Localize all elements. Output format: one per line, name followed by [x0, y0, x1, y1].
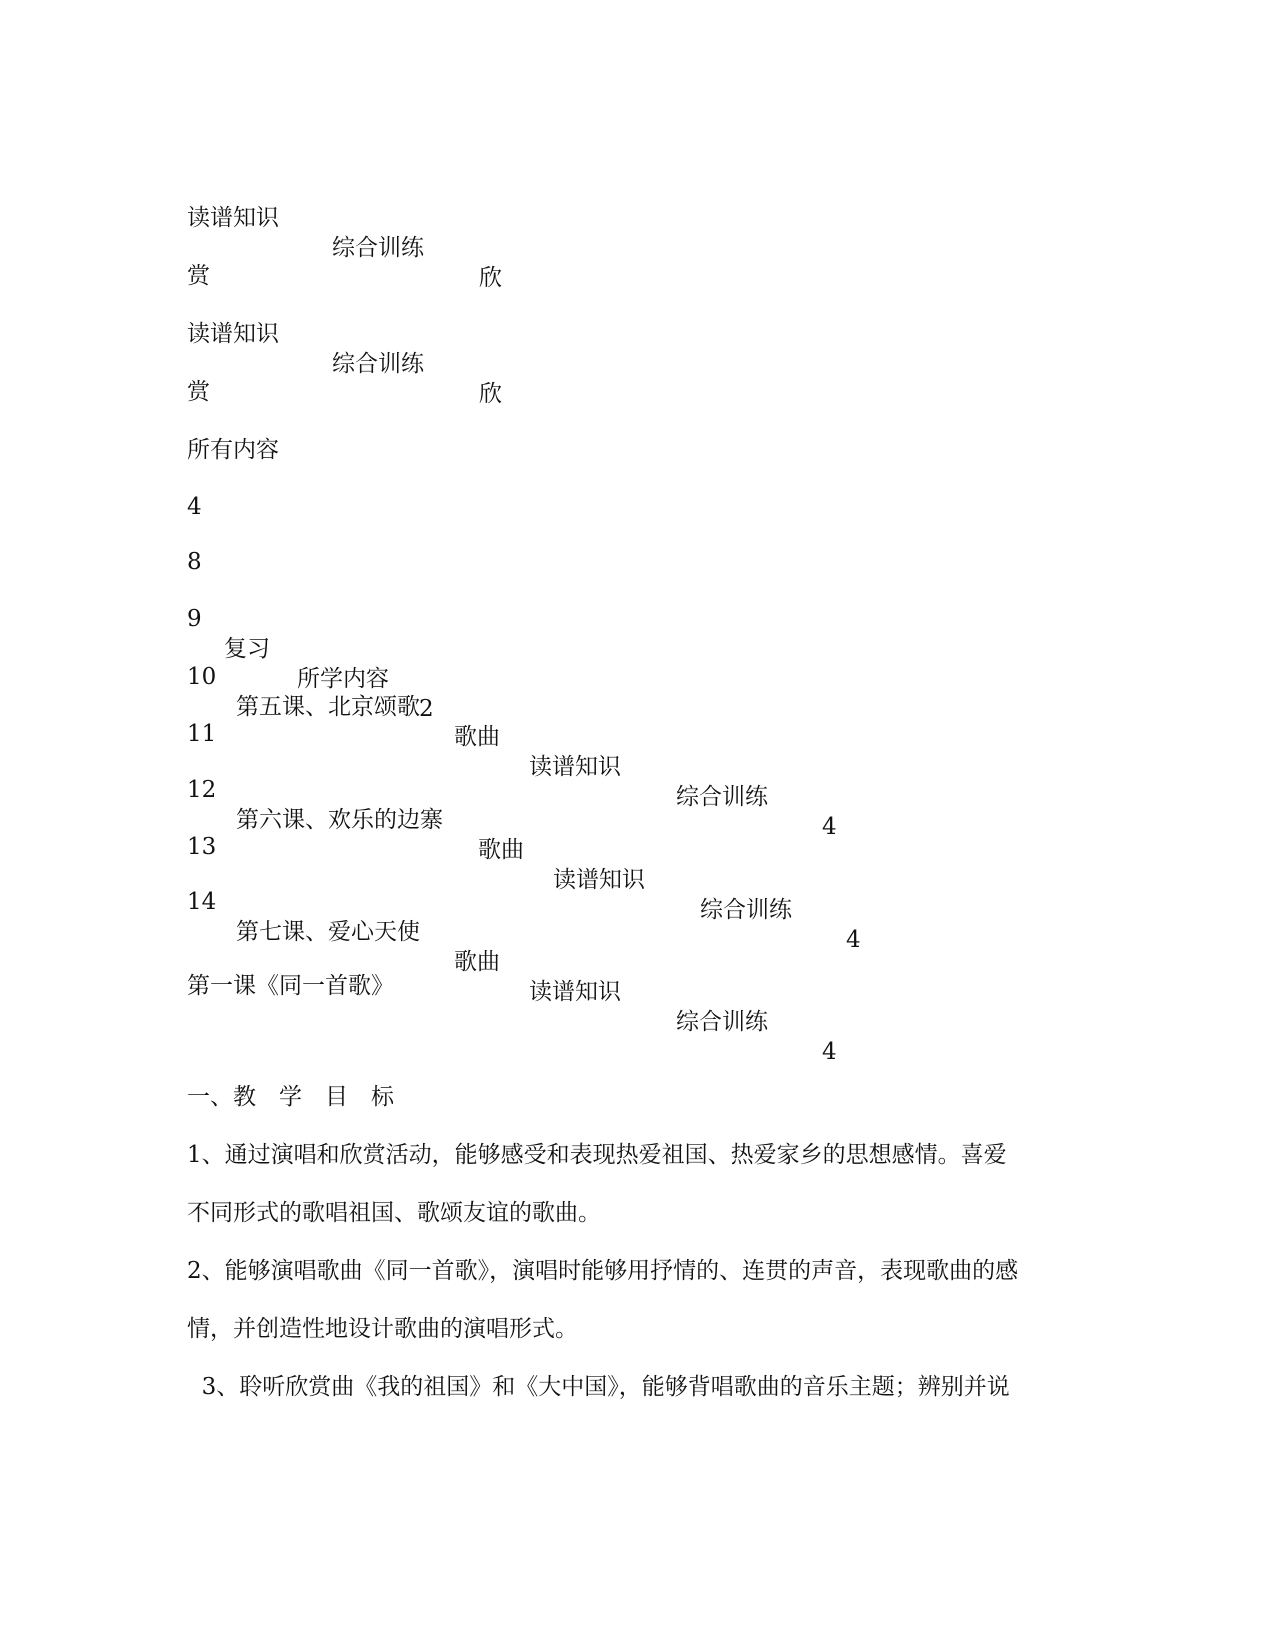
table-cell: 综合训练: [332, 235, 424, 261]
table-cell: 4: [822, 1039, 837, 1065]
table-cell: 所学内容: [297, 666, 389, 692]
table-cell: 读谱知识: [187, 205, 279, 231]
row-number: 11: [187, 721, 217, 747]
table-cell: 综合训练: [700, 897, 792, 923]
row-number: 10: [187, 664, 217, 690]
table-cell: 第七课、爱心天使: [236, 919, 420, 945]
table-cell: 4: [187, 494, 202, 520]
section-heading: 一、教 学 目 标: [187, 1084, 394, 1110]
table-cell: 所有内容: [187, 437, 279, 463]
table-cell: 2: [419, 696, 434, 722]
goal-1-line-1: 1、通过演唱和欣赏活动，能够感受和表现热爱祖国、热爱家乡的思想感情。喜爱: [187, 1142, 1007, 1168]
goal-2-line-1: 2、能够演唱歌曲《同一首歌》，演唱时能够用抒情的、连贯的声音，表现歌曲的感: [187, 1258, 1019, 1284]
row-number: 13: [187, 834, 217, 860]
table-cell: 欣: [479, 381, 502, 407]
table-cell: 第五课、北京颂歌: [236, 694, 420, 720]
row-number: 9: [187, 606, 202, 632]
table-cell: 读谱知识: [529, 979, 621, 1005]
table-cell: 读谱知识: [187, 321, 279, 347]
table-cell: 4: [846, 927, 861, 953]
table-cell: 综合训练: [676, 1009, 768, 1035]
goal-2-line-2: 情，并创造性地设计歌曲的演唱形式。: [187, 1316, 578, 1342]
row-number: 14: [187, 889, 217, 915]
table-cell: 复习: [224, 636, 270, 662]
table-cell: 赏: [187, 263, 210, 289]
lesson-title: 第一课《同一首歌》: [187, 973, 394, 999]
table-cell: 8: [187, 549, 202, 575]
table-cell: 歌曲: [454, 949, 500, 975]
table-cell: 第六课、欢乐的边寨: [236, 807, 443, 833]
goal-3-line-1: 3、聆听欣赏曲《我的祖国》和《大中国》，能够背唱歌曲的音乐主题；辨别并说: [187, 1374, 1010, 1400]
goal-1-line-2: 不同形式的歌唱祖国、歌颂友谊的歌曲。: [187, 1200, 601, 1226]
table-cell: 综合训练: [332, 351, 424, 377]
table-cell: 4: [822, 814, 837, 840]
table-cell: 综合训练: [676, 784, 768, 810]
table-cell: 歌曲: [454, 724, 500, 750]
table-cell: 读谱知识: [553, 867, 645, 893]
table-cell: 歌曲: [478, 837, 524, 863]
table-cell: 读谱知识: [529, 754, 621, 780]
table-cell: 赏: [187, 379, 210, 405]
table-cell: 欣: [479, 265, 502, 291]
row-number: 12: [187, 777, 217, 803]
